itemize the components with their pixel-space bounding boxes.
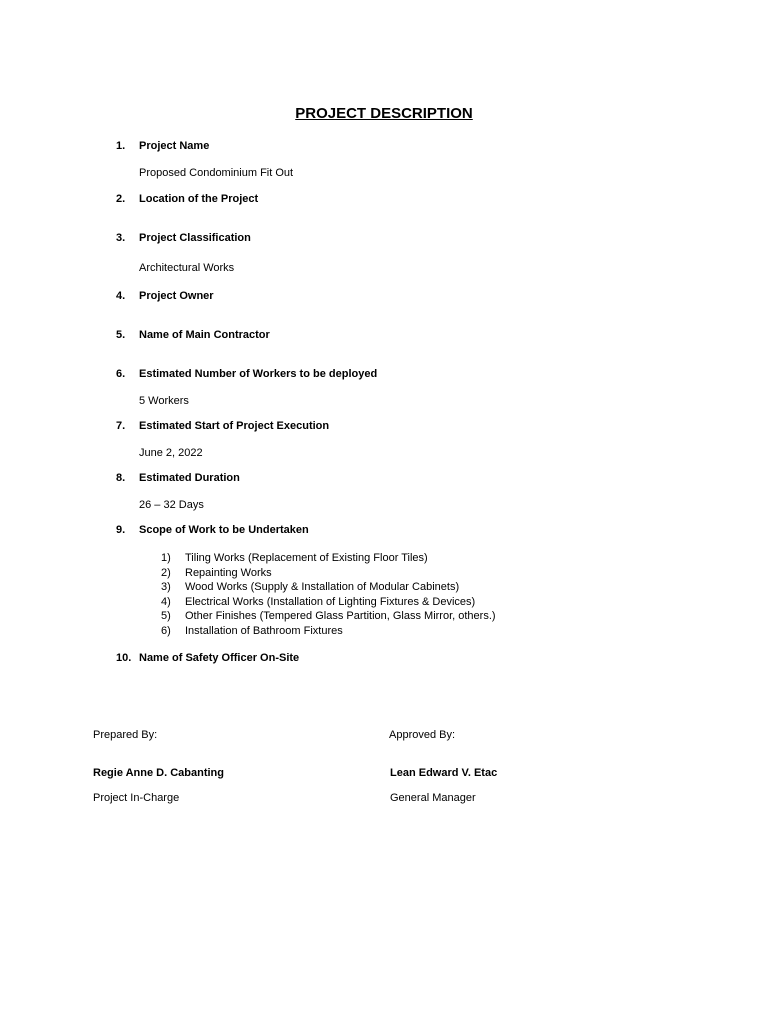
item-label: Name of Safety Officer On-Site <box>139 652 300 664</box>
item-value: 5 Workers <box>139 395 189 407</box>
list-item-text: Tiling Works (Replacement of Existing Floor Tiles) <box>185 552 428 564</box>
item-number: 4. <box>116 290 126 302</box>
list-item-number: 2) <box>161 566 171 579</box>
item-number: 9. <box>116 524 126 536</box>
item-value: 26 – 32 Days <box>139 499 204 511</box>
approved-by-name: Lean Edward V. Etac <box>390 767 498 779</box>
list-item-text: Repainting Works <box>185 566 272 579</box>
list-item-number: 6) <box>161 624 171 637</box>
list-item-text: Electrical Works (Installation of Lighting Fixtures & Devices) <box>185 595 476 608</box>
item-number: 8. <box>116 472 126 484</box>
item-label: Estimated Duration <box>139 472 240 484</box>
item-number: 1. <box>116 140 126 152</box>
page-title: PROJECT DESCRIPTION <box>295 105 473 122</box>
item-label: Estimated Start of Project Execution <box>139 420 330 432</box>
item-number: 2. <box>116 193 126 205</box>
list-item-number: 4) <box>161 595 171 608</box>
list-item-number: 1) <box>161 552 171 564</box>
list-item-number: 3) <box>161 581 171 593</box>
item-value: Architectural Works <box>139 262 235 274</box>
list-item-text: Other Finishes (Tempered Glass Partition, Glass Mirror, others.) <box>185 610 496 622</box>
item-number: 5. <box>116 329 126 341</box>
item-value: June 2, 2022 <box>139 447 203 459</box>
item-number: 3. <box>116 232 126 244</box>
list-item-text: Installation of Bathroom Fixtures <box>185 624 343 637</box>
item-number: 7. <box>116 420 126 432</box>
item-number: 10. <box>116 652 132 664</box>
prepared-by-label: Prepared By: <box>93 729 158 741</box>
approved-by-role: General Manager <box>390 792 476 804</box>
item-number: 6. <box>116 368 126 380</box>
item-label: Scope of Work to be Undertaken <box>139 524 309 536</box>
list-item-text: Wood Works (Supply & Installation of Modular Cabinets) <box>185 581 460 593</box>
list-item-number: 5) <box>161 610 171 622</box>
item-label: Name of Main Contractor <box>139 329 270 341</box>
item-label: Project Classification <box>139 232 251 244</box>
item-label: Project Name <box>139 140 210 152</box>
item-value: Proposed Condominium Fit Out <box>139 167 294 179</box>
item-label: Project Owner <box>139 290 214 302</box>
prepared-by-role: Project In-Charge <box>93 792 180 804</box>
item-label: Location of the Project <box>139 193 259 205</box>
approved-by-label: Approved By: <box>389 729 456 741</box>
prepared-by-name: Regie Anne D. Cabanting <box>93 767 224 779</box>
item-label: Estimated Number of Workers to be deployed <box>139 368 378 380</box>
